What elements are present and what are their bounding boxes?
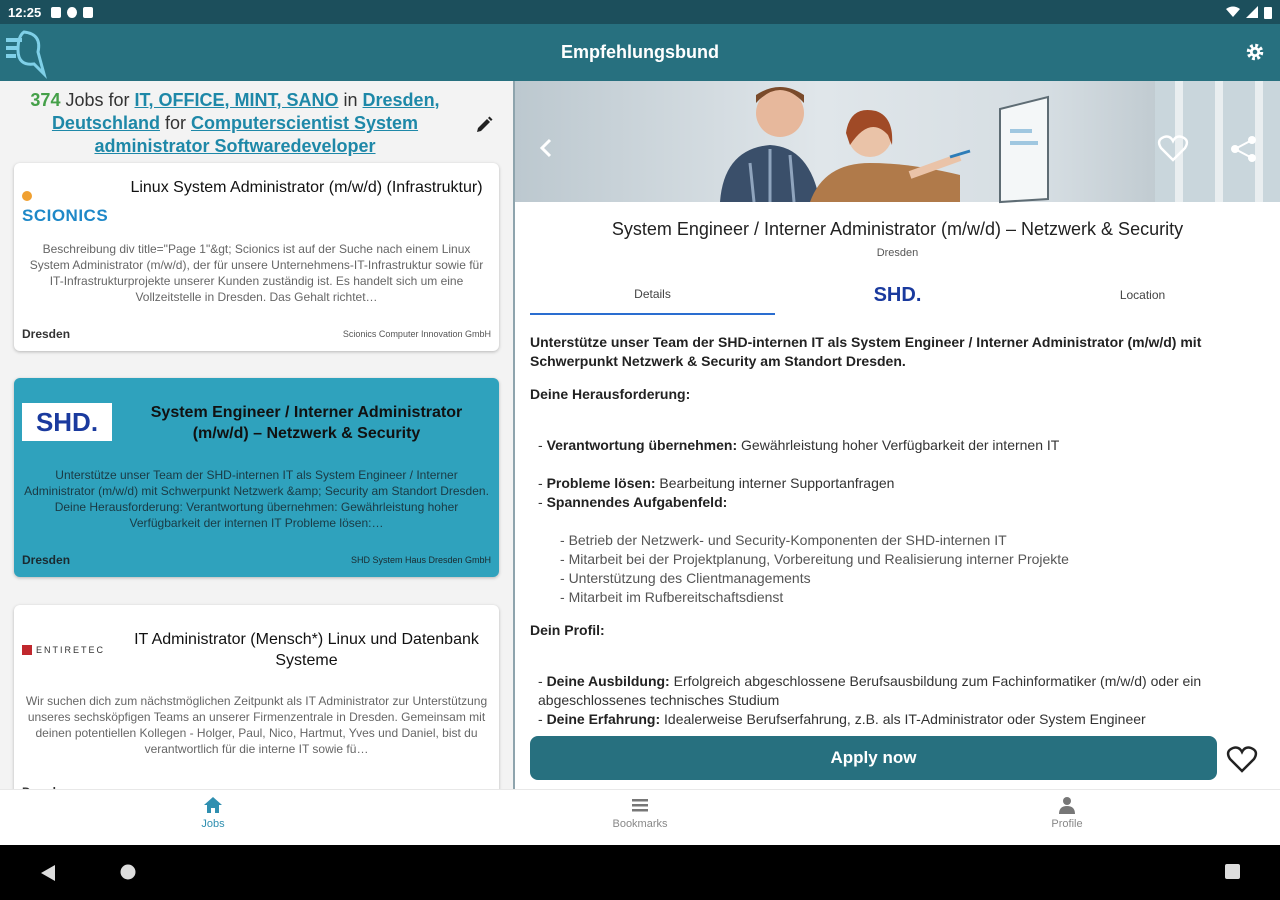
summary-text: for xyxy=(159,113,191,133)
item-text: Idealerweise Berufserfahrung, z.B. als IT-Administrator oder System Engineer xyxy=(660,711,1146,727)
summary-text: Jobs for xyxy=(60,90,135,110)
item-text: Bearbeitung interner Supportanfragen xyxy=(655,475,895,491)
company-logo-text: SCIONICS xyxy=(22,206,109,225)
battery-icon xyxy=(1264,6,1272,19)
job-detail-pane[interactable] xyxy=(515,81,1280,789)
system-navigation-bar xyxy=(0,845,1280,900)
job-company: SHD System Haus Dresden GmbH xyxy=(350,555,491,565)
back-arrow-icon[interactable] xyxy=(535,136,559,160)
item-text: Gewährleistung hoher Verfügbarkeit der internen IT xyxy=(737,437,1060,453)
task-text: Betrieb der Netzwerk- und Security-Komponenten der SHD-internen IT xyxy=(568,532,1007,548)
task-text: Mitarbeit bei der Projektplanung, Vorbereitung und Realisierung interner Projekte xyxy=(568,551,1069,567)
wifi-icon xyxy=(1226,6,1240,18)
job-company: Scionics Computer Innovation GmbH xyxy=(342,329,491,339)
home-icon xyxy=(203,796,223,814)
favorite-heart-icon[interactable] xyxy=(1158,134,1188,162)
settings-gear-icon[interactable] xyxy=(1244,41,1266,63)
nav-label: Jobs xyxy=(201,818,225,830)
company-logo xyxy=(22,187,114,225)
job-title: IT Administrator (Mensch*) Linux und Datenbank Systeme xyxy=(134,631,479,669)
bottom-navigation xyxy=(0,789,1280,845)
company-logo-small: SHD. xyxy=(873,283,922,306)
app-bar xyxy=(0,24,1280,81)
nav-profile[interactable] xyxy=(1007,796,1127,830)
job-card[interactable] xyxy=(14,163,499,351)
section-heading: Dein Profil: xyxy=(530,622,605,638)
detail-tabs xyxy=(530,275,1265,315)
summary-text: in xyxy=(338,90,363,110)
signal-icon xyxy=(1246,6,1258,18)
nav-jobs[interactable] xyxy=(153,796,273,830)
job-description: Wir suchen dich zum nächstmöglichen Zeitpunkt als IT Administrator zur Unterstützung unseres sechsköpfigen Teams an unserer Firmenzentrale in Dresden. Gemeinsam mit deinen potentiellen Kollegen - Holger, Paul, Nico, Hartmut, Yves und Daniel, bist du verantwortlich für die interne IT sowie fü… xyxy=(25,694,488,756)
job-description-content xyxy=(530,333,1270,731)
item-label: Probleme lösen: xyxy=(546,475,656,491)
nav-bookmarks[interactable] xyxy=(580,796,700,830)
job-location: Dresden xyxy=(22,553,71,567)
status-bar xyxy=(0,0,1280,24)
nav-label: Profile xyxy=(1051,818,1083,830)
monitor-graphic xyxy=(990,89,1050,202)
status-time: 12:25 xyxy=(8,4,42,20)
job-list-pane[interactable] xyxy=(0,81,513,789)
notification-icon xyxy=(67,7,77,18)
detail-job-title: System Engineer / Interner Administrator (m/w/d) – Netzwerk & Security xyxy=(611,219,1184,239)
list-item: - Probleme lösen: Bearbeitung interner Supportanfragen xyxy=(538,475,895,491)
notification-icon xyxy=(51,7,61,18)
man-figure xyxy=(710,83,825,202)
item-label: Deine Ausbildung: xyxy=(546,673,670,689)
company-logo xyxy=(22,631,114,669)
item-text: Erfolgreich abgeschlossene Berufsausbildung zum Fachinformatiker (m/w/d) oder ein abgeschlossenes technisches Studium xyxy=(538,673,1202,708)
job-card-selected[interactable] xyxy=(14,378,499,577)
bookmark-heart-icon[interactable] xyxy=(1227,745,1257,773)
item-label: Deine Erfahrung: xyxy=(546,711,661,727)
sd-card-icon xyxy=(83,7,93,18)
section-heading: Deine Herausforderung: xyxy=(530,386,691,402)
tab-company[interactable] xyxy=(775,275,1020,315)
task-text: Unterstützung des Clientmanagements xyxy=(568,570,811,586)
list-item: - Spannendes Aufgabenfeld: xyxy=(538,494,728,510)
edit-pencil-icon[interactable] xyxy=(474,115,494,135)
job-title: Linux System Administrator (m/w/d) (Infrastruktur) xyxy=(130,179,483,196)
job-location: Dresden xyxy=(22,327,71,341)
task-text: Mitarbeit im Rufbereitschaftsdienst xyxy=(568,589,784,605)
list-icon xyxy=(630,796,650,814)
system-home-icon[interactable] xyxy=(120,864,136,880)
item-label: Spannendes Aufgabenfeld: xyxy=(546,494,728,510)
person-icon xyxy=(1057,796,1077,814)
task-item: - Mitarbeit bei der Projektplanung, Vorbereitung und Realisierung interner Projekte xyxy=(560,551,1069,567)
apply-now-button[interactable]: Apply now xyxy=(530,736,1217,780)
tab-location[interactable]: Location xyxy=(1119,288,1166,302)
share-icon[interactable] xyxy=(1230,136,1258,162)
detail-job-city: Dresden xyxy=(876,247,919,259)
system-back-icon[interactable] xyxy=(40,864,56,882)
task-item: - Unterstützung des Clientmanagements xyxy=(560,570,811,586)
list-item: - Deine Ausbildung: Erfolgreich abgeschlossene Berufsausbildung zum Fachinformatiker (m/w/d) oder ein abgeschlossenes technisches Studium xyxy=(538,673,1202,708)
job-description: Beschreibung div title="Page 1"&gt; Scionics ist auf der Suche nach einem Linux System Administrator (m/w/d), der für unsere Unternehmens-IT-Infrastruktur sowie für IT-Infrastrukturprojekte unserer Kunden zuständig ist. Es handelt sich um eine Vollzeitstelle in Dresden. Das Gehalt richtet… xyxy=(29,242,484,304)
job-title: System Engineer / Interner Administrator (m/w/d) – Netzwerk & Security xyxy=(150,404,463,442)
item-label: Verantwortung übernehmen: xyxy=(546,437,738,453)
company-logo-text: ENTIRETEC xyxy=(36,645,106,655)
job-description: Unterstütze unser Team der SHD-internen IT als System Engineer / Interner Administrator (m/w/d) mit Schwerpunkt Netzwerk &amp; Security am Standort Dresden. Deine Herausforderung: Verantwortung übernehmen: Gewährleistung hoher Verfügbarkeit der internen IT Probleme lösen:… xyxy=(24,468,489,530)
woman-figure xyxy=(810,105,960,202)
nav-label: Bookmarks xyxy=(612,818,668,830)
search-summary xyxy=(0,89,470,158)
shd-logo: SHD. xyxy=(22,403,112,441)
list-item: - Verantwortung übernehmen: Gewährleistung hoher Verfügbarkeit der internen IT xyxy=(538,437,1060,453)
list-item: - Deine Erfahrung: Idealerweise Berufserfahrung, z.B. als IT-Administrator oder System Engineer xyxy=(538,711,1146,727)
job-count: 374 xyxy=(30,90,61,110)
keywords-link[interactable]: Computerscientist System administrator Softwaredeveloper xyxy=(94,113,419,156)
app-logo-icon xyxy=(4,30,46,76)
app-title: Empfehlungsbund xyxy=(561,42,719,62)
job-hero-image xyxy=(515,81,1280,202)
description-lead: Unterstütze unser Team der SHD-internen IT als System Engineer / Interner Administrator (m/w/d) mit Schwerpunkt Netzwerk & Security am Standort Dresden. xyxy=(530,334,1202,369)
company-logo xyxy=(22,403,114,441)
task-item: - Betrieb der Netzwerk- und Security-Komponenten der SHD-internen IT xyxy=(560,532,1007,548)
tab-details[interactable]: Details xyxy=(530,275,775,315)
task-item: - Mitarbeit im Rufbereitschaftsdienst xyxy=(560,589,784,605)
location-link[interactable]: Dresden, Deutschland xyxy=(51,90,440,133)
job-card[interactable] xyxy=(14,605,499,801)
categories-link[interactable]: IT, OFFICE, MINT, SANO xyxy=(134,90,339,110)
system-recents-icon[interactable] xyxy=(1225,864,1240,879)
